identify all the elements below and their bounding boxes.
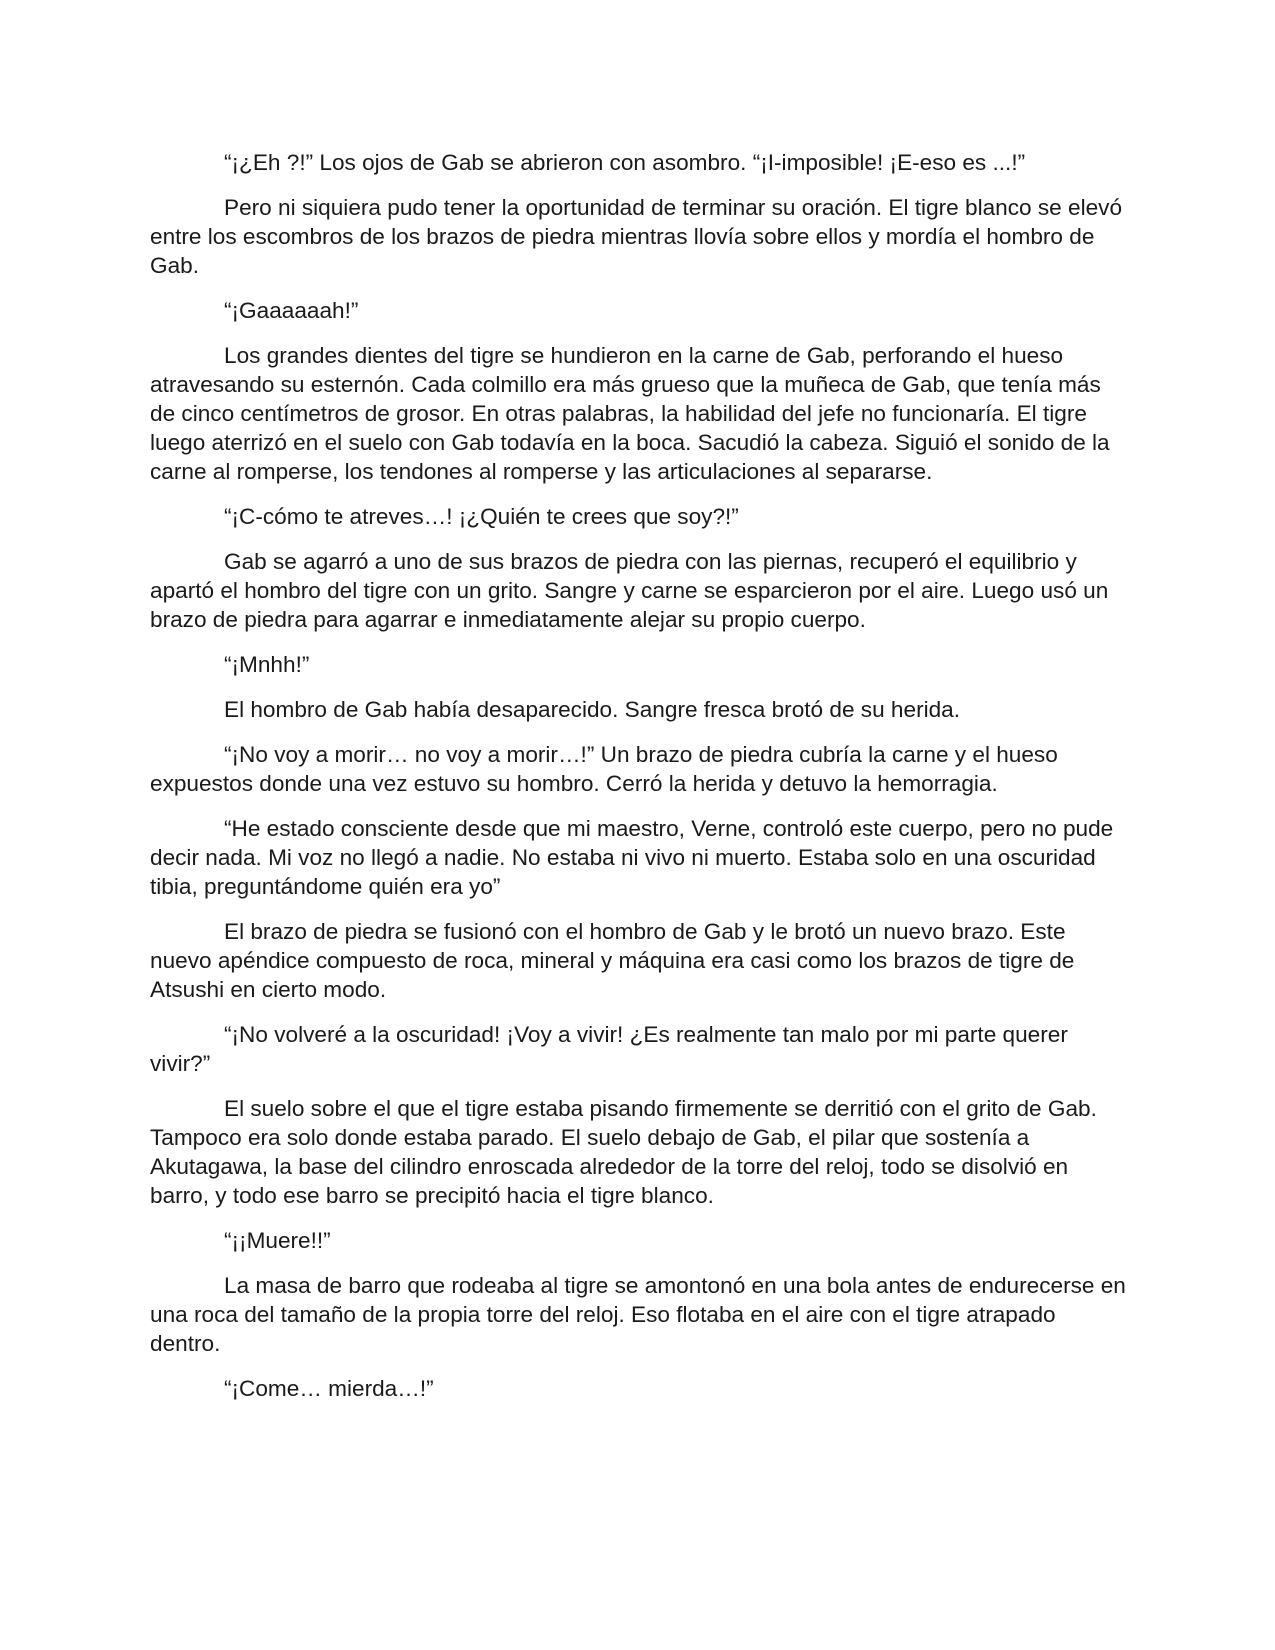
paragraph: “¡No volveré a la oscuridad! ¡Voy a vivir! ¿Es realmente tan malo por mi parte querer vivir?”: [150, 1022, 1068, 1076]
paragraph: La masa de barro que rodeaba al tigre se amontonó en una bola antes de endurecerse en una roca del tamaño de la propia torre del reloj. Eso flotaba en el aire con el tigre atrapado dentro.: [150, 1273, 1126, 1356]
paragraph: “He estado consciente desde que mi maestro, Verne, controló este cuerpo, pero no pude decir nada. Mi voz no llegó a nadie. No estaba ni vivo ni muerto. Estaba solo en una oscuridad tibia, preguntándome quién era yo”: [150, 816, 1114, 899]
paragraph: “¡Gaaaaaah!”: [224, 298, 359, 323]
paragraph: Pero ni siquiera pudo tener la oportunidad de terminar su oración. El tigre blanco se elevó entre los escombros de los brazos de piedra mientras llovía sobre ellos y mordía el hombro de Gab.: [150, 195, 1123, 278]
page-body: [150, 148, 1132, 1419]
paragraph: “¡C-cómo te atreves…! ¡¿Quién te crees que soy?!”: [224, 504, 739, 529]
paragraph: “¡Mnhh!”: [224, 652, 310, 677]
paragraph: Los grandes dientes del tigre se hundieron en la carne de Gab, perforando el hueso atravesando su esternón. Cada colmillo era más grueso que la muñeca de Gab, que tenía más de cinco centímetros de grosor. En otras palabras, la habilidad del jefe no funcionaría. El tigre luego aterrizó en el suelo con Gab todavía en la boca. Sacudió la cabeza. Siguió el sonido de la carne al romperse, los tendones al romperse y las articulaciones al separarse.: [150, 343, 1110, 484]
paragraph: El hombro de Gab había desaparecido. Sangre fresca brotó de su herida.: [224, 697, 961, 722]
paragraph: “¡¿Eh ?!” Los ojos de Gab se abrieron con asombro. “¡I-imposible! ¡E-eso es ...!”: [224, 150, 1026, 175]
paragraph: Gab se agarró a uno de sus brazos de piedra con las piernas, recuperó el equilibrio y apartó el hombro del tigre con un grito. Sangre y carne se esparcieron por el aire. Luego usó un brazo de piedra para agarrar e inmediatamente alejar su propio cuerpo.: [150, 549, 1109, 632]
paragraph: “¡¡Muere!!”: [224, 1228, 331, 1253]
paragraph: El suelo sobre el que el tigre estaba pisando firmemente se derritió con el grito de Gab. Tampoco era solo donde estaba parado. El suelo debajo de Gab, el pilar que sostenía a Akutagawa, la base del cilindro enroscada alrededor de la torre del reloj, todo se disolvió en barro, y todo ese barro se precipitó hacia el tigre blanco.: [150, 1096, 1097, 1208]
paragraph: “¡No voy a morir… no voy a morir…!” Un brazo de piedra cubría la carne y el hueso expuestos donde una vez estuvo su hombro. Cerró la herida y detuvo la hemorragia.: [150, 742, 1058, 796]
paragraph: “¡Come… mierda…!”: [224, 1376, 434, 1401]
paragraph: El brazo de piedra se fusionó con el hombro de Gab y le brotó un nuevo brazo. Este nuevo apéndice compuesto de roca, mineral y máquina era casi como los brazos de tigre de Atsushi en cierto modo.: [150, 919, 1075, 1002]
